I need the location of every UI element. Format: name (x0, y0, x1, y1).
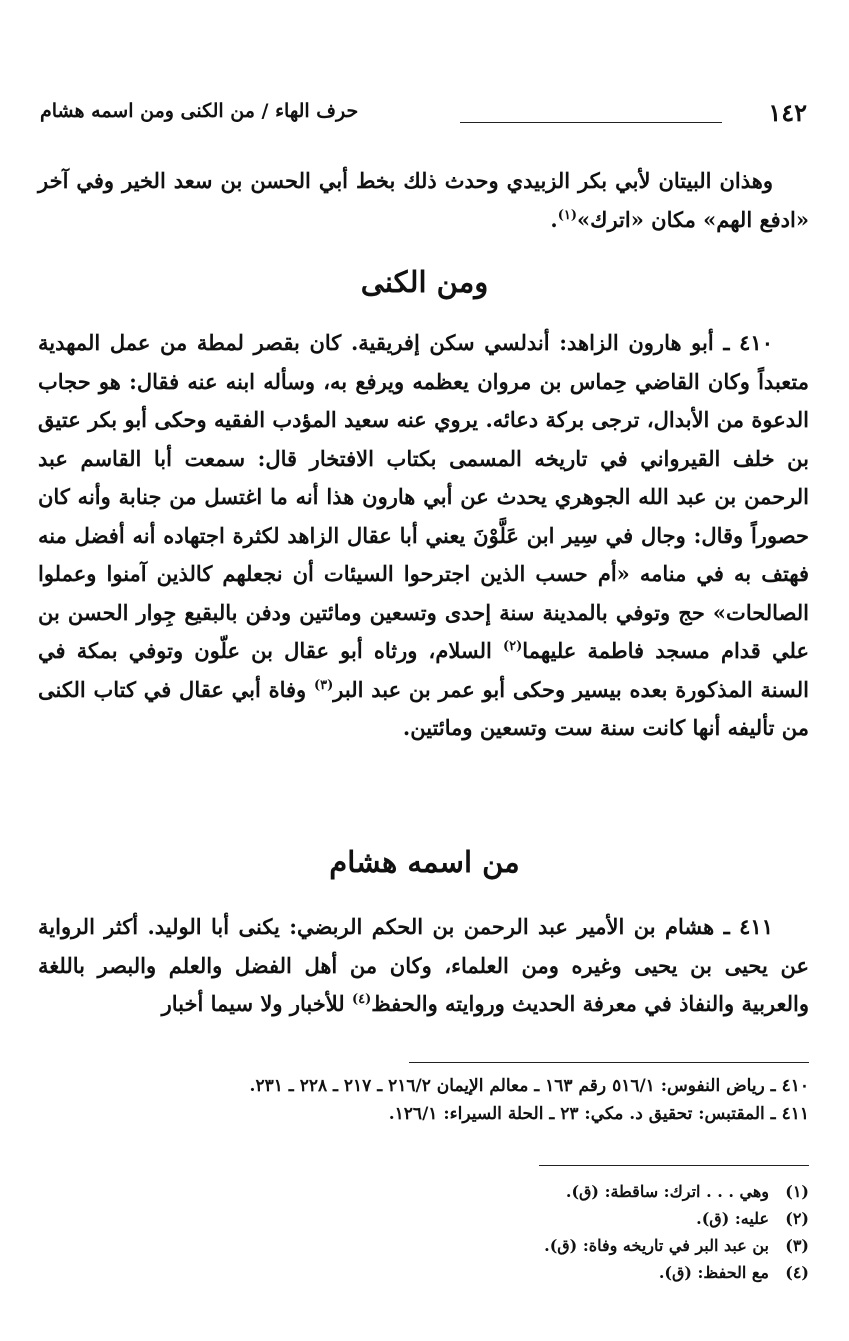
entry-410: ٤١٠ ـ أبو هارون الزاهد: أندلسي سكن إفريقية. كان بقصر لمطة من عمل المهدية متعبداً وكان القاضي حِماس بن مروان يعظمه ويرفع به، وسأله ابنه عنه فقال: هو حجاب الدعوة من الأبدال، ترجى بركة دعائه. يروي عنه سعيد المؤدب الفقيه وحكى أبو بكر عتيق بن خلف القيرواني في تاريخه المسمى بكتاب الافتخار قال: سمعت أبا القاسم عبد الرحمن بن عبد الله الجوهري يحدث عن أبي هارون هذا أنه ما اغتسل من جنابة وأنه كان حصوراً وقال: وجال في سِير ابن عَلَّوْنَ يعني أبا عقال الزاهد لكثرة اجتهاده أنه أفضل منه فهتف به في منامه «أم حسب الذين اجترحوا السيئات أن نجعلهم كالذين آمنوا وعملوا الصالحات» حج وتوفي بالمدينة سنة إحدى وتسعين ومائتين ودفن بالبقيع جِوار الحسن بن علي قدام مسجد فاطمة عليهما$^{(٢)}$ السلام، ورثاه أبو عقال بن علّون وتوفي بمكة في السنة المذكورة بعده بيسير وحكى أبو عمر بن عبد البر$^{(٣)}$ وفاة أبي عقال في كتاب الكنى من تأليفه أنها كانت سنة ست وتسعين ومائتين. (38, 330, 810, 740)
intro-paragraph: وهذان البيتان لأبي بكر الزبيدي وحدث ذلك بخط أبي الحسن بن سعد الخير وفي آخر «ادفع الهم» مكان «اترك»$^{(١)}$. (38, 168, 809, 232)
source-line: ٤١٠ ـ رياض النفوس: ٥١٦/١ رقم ١٦٣ ـ معالم الإيمان ٢١٦/٢ ـ ٢١٧ ـ ٢٢٨ ـ ٢٣١. (249, 1076, 809, 1096)
footnote (38, 1178, 809, 1205)
sources-block (38, 1072, 809, 1128)
footnote-number: (٤) (785, 1263, 809, 1282)
footnote (38, 1205, 809, 1232)
footnote-number: (٣) (785, 1236, 809, 1255)
footnote-ref-4: (٤) (351, 992, 372, 1007)
footnote-ref-2: (٢) (503, 639, 523, 654)
footnote-ref-3: (٣) (314, 677, 334, 693)
header-rule (460, 122, 722, 123)
footnote-text: عليه: (ق). (696, 1209, 769, 1228)
footnotes-block (38, 1178, 809, 1286)
footnote-text: بن عبد البر في تاريخه وفاة: (ق). (544, 1236, 769, 1255)
footnotes-divider (539, 1165, 809, 1166)
entry-411: ٤١١ ـ هشام بن الأمير عبد الرحمن بن الحكم الربضي: يكنى أبا الوليد. أكثر الرواية عن يحيى بن يحيى وغيره ومن العلماء، وكان من أهل الفضل والعلم والبصر باللغة والعربية والنفاذ في معرفة الحديث وروايته والحفظ$^{(٤)}$ للأخبار ولا سيما أخبار (38, 914, 809, 1016)
sources-divider (409, 1062, 809, 1063)
section-heading-kuna: ومن الكنى (360, 265, 489, 299)
footnote-number: (٢) (785, 1209, 809, 1228)
footnote-text: مع الحفظ: (ق). (658, 1263, 769, 1282)
page-number: ١٤٢ (768, 98, 807, 127)
quranic-quote: «أم حسب الذين اجترحوا السيئات أن نجعلهم كالذين آمنوا وعملوا الصالحات» (38, 561, 810, 625)
footnote (38, 1232, 809, 1259)
footnote-number: (١) (785, 1182, 809, 1201)
footnote (38, 1259, 809, 1286)
running-title: حرف الهاء / من الكنى ومن اسمه هشام (40, 100, 359, 122)
source-line: ٤١١ ـ المقتبس: تحقيق د. مكي: ٢٣ ـ الحلة السيراء: ١٢٦/١. (388, 1104, 809, 1124)
footnote-ref-1: (١) (557, 207, 578, 223)
running-header (40, 98, 807, 128)
section-heading-hisham: من اسمه هشام (329, 845, 520, 879)
footnote-text: وهي . . . اترك: ساقطة: (ق). (565, 1182, 769, 1201)
